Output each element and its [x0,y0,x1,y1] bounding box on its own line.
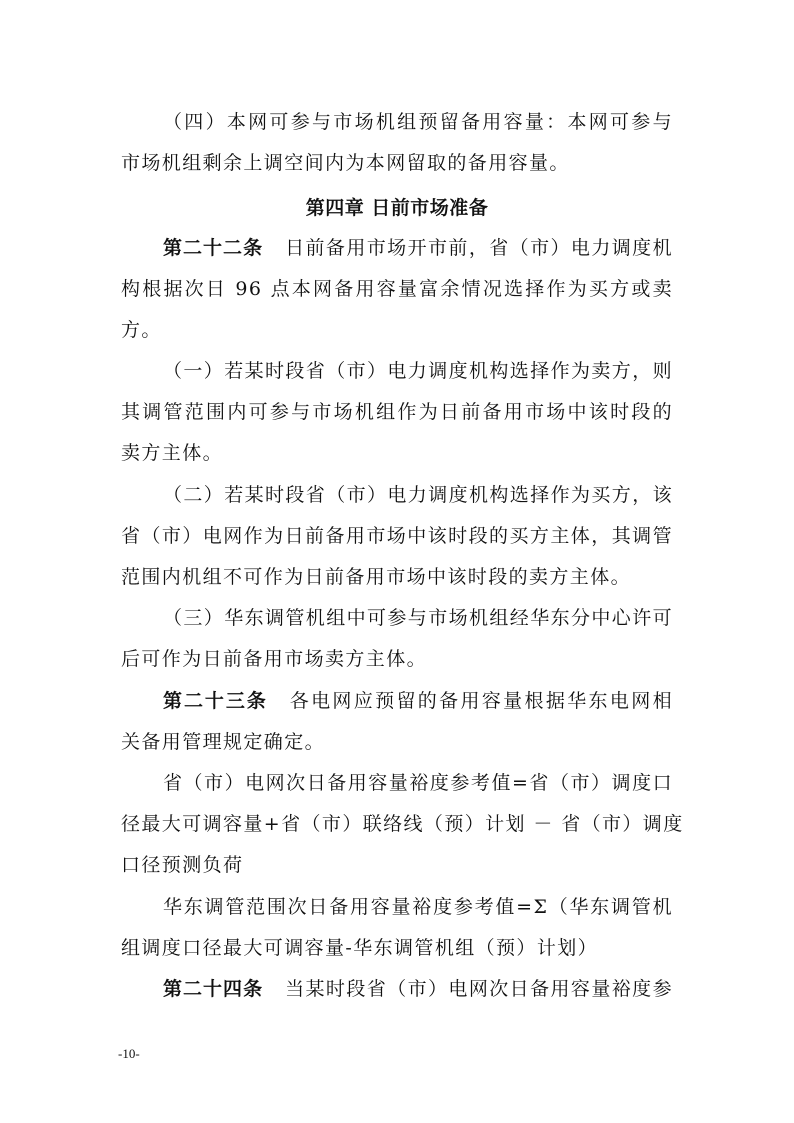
paragraph-line: 省（市）电网作为日前备用市场中该时段的买方主体，其调管 [121,525,673,547]
article-24-line [163,977,673,1001]
paragraph-line: 范围内机组不可作为日前备用市场中该时段的卖方主体。 [121,566,632,588]
paragraph-line: 关备用管理规定确定。 [121,731,326,753]
formula-line: 径最大可调容量+省（市）联络线（预）计划 － 省（市）调度 [121,813,684,835]
paragraph-line: （三）华东调管机组中可参与市场机组经华东分中心许可 [163,607,674,629]
formula-line: 口径预测负荷 [121,854,244,876]
paragraph-line: 市场机组剩余上调空间内为本网留取的备用容量。 [121,152,570,174]
paragraph-line: （二）若某时段省（市）电力调度机构选择作为买方，该 [163,484,674,506]
paragraph-line: （一）若某时段省（市）电力调度机构选择作为卖方，则 [163,360,674,382]
paragraph-line: （四）本网可参与市场机组预留备用容量：本网可参与 [163,111,673,133]
article-22-line [163,236,673,260]
article-23-text: 各电网应预留的备用容量根据华东电网相 [289,690,673,712]
article-24-text: 当某时段省（市）电网次日备用容量裕度参 [285,978,673,1000]
article-23-heading: 第二十三条 [163,690,268,712]
chapter-title: 第四章 日前市场准备 [305,197,489,219]
paragraph-line: 构根据次日 96 点本网备用容量富余情况选择作为买方或卖 [121,278,673,300]
article-23-line [163,689,673,713]
article-22-text: 日前备用市场开市前，省（市）电力调度机 [285,237,673,259]
paragraph-line: 方。 [121,319,162,341]
formula-line: 省（市）电网次日备用容量裕度参考值=省（市）调度口 [163,772,673,794]
paragraph-line: 卖方主体。 [121,442,224,464]
paragraph-line: 其调管范围内可参与市场机组作为日前备用市场中该时段的 [121,401,673,423]
paragraph-line: 后可作为日前备用市场卖方主体。 [121,648,428,670]
article-22-heading: 第二十二条 [163,237,264,259]
article-24-heading: 第二十四条 [163,978,264,1000]
formula-line: 华东调管范围次日备用容量裕度参考值=Σ（华东调管机 [163,896,673,918]
formula-line: 组调度口径最大可调容量-华东调管机组（预）计划） [121,937,599,959]
page-number: -10- [118,1046,140,1061]
